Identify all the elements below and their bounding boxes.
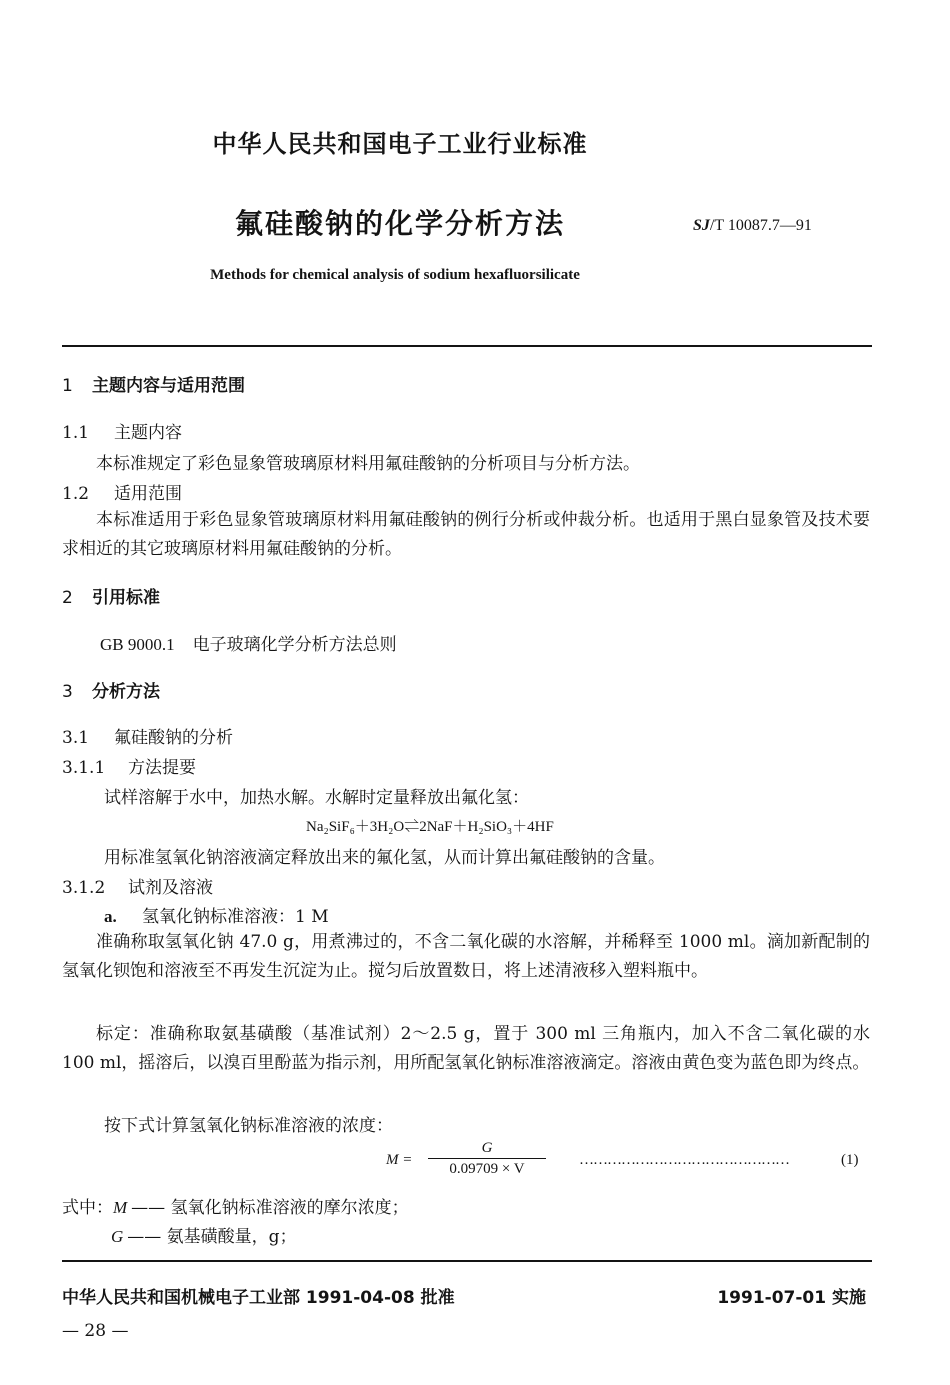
section-1-2-heading [62, 479, 182, 504]
reference-title: 电子玻璃化学分析方法总则 [192, 635, 397, 655]
section-3-heading [62, 677, 160, 702]
referenced-standard [100, 630, 397, 655]
section-1-1-text: 本标准规定了彩色显象管玻璃原材料用氟硅酸钠的分析项目与分析方法。 [96, 454, 640, 474]
hydrolysis-equation: Na₂SiF₆＋3H₂O⇌2NaF＋H₂SiO₃＋4HF [306, 819, 554, 835]
preparation-paragraph: 准确称取氢氧化钠 47.0 g，用煮沸过的，不含二氧化碳的水溶解，并稀释至 1000 ml。滴加新配制的氢氧化钡饱和溶液至不再发生沉淀为止。搅匀后放置数日，将上述清液移入塑料瓶中。 [62, 932, 870, 981]
section-number: 3.1.2 [62, 878, 106, 898]
section-number: 1.2 [62, 484, 90, 504]
section-3-1-1-heading [62, 753, 196, 778]
symbol-m: M [113, 1198, 128, 1217]
document-title: 氟硅酸钠的化学分析方法 [234, 207, 565, 240]
where-m [62, 1193, 409, 1218]
fraction-bar [428, 1158, 546, 1159]
where-prefix: 式中： [62, 1198, 113, 1218]
item-marker: a. [104, 907, 117, 926]
formula-lhs: M = [386, 1152, 413, 1168]
standard-code: /T 10087.7—91 [709, 217, 812, 234]
section-number: 3.1 [62, 728, 90, 748]
section-2-heading [62, 583, 160, 608]
footer-divider [62, 1260, 872, 1262]
section-number: 2 [62, 588, 73, 608]
item-text: 氢氧化钠标准溶液：1 M [142, 907, 329, 927]
symbol-g-desc: —— 氨基磺酸量，g； [127, 1227, 297, 1247]
reagent-item-a [104, 902, 329, 927]
formula-leader-dots: ……………………………………… [579, 1152, 789, 1168]
standardization-paragraph: 标定：准确称取氨基磺酸（基准试剂）2～2.5 g，置于 300 ml 三角瓶内，加入不含二氧化碳的水 100 ml，摇溶后，以溴百里酚蓝为指示剂，用所配氢氧化钠标准溶液滴定。溶液由黄色变为蓝色即为终点。 [62, 1024, 870, 1073]
implementation-date: 1991-07-01 实施 [717, 1288, 866, 1308]
section-title: 方法提要 [128, 758, 196, 778]
section-title: 分析方法 [92, 682, 160, 702]
section-title: 试剂及溶液 [128, 878, 213, 898]
section-title: 适用范围 [114, 484, 182, 504]
section-1-heading [62, 371, 245, 396]
issuing-authority: 中华人民共和国电子工业行业标准 [212, 130, 588, 158]
section-3-1-heading [62, 723, 233, 748]
section-number: 1.1 [62, 423, 90, 443]
standard-prefix: SJ [693, 217, 710, 234]
section-3-1-2-heading [62, 873, 213, 898]
header-divider [62, 345, 872, 347]
symbol-m-desc: —— 氢氧化钠标准溶液的摩尔浓度； [131, 1198, 409, 1218]
section-number: 1 [62, 376, 73, 396]
formula-numerator: G [481, 1140, 493, 1156]
formula-number: (1) [841, 1152, 859, 1168]
english-title: Methods for chemical analysis of sodium hexafluorsilicate [210, 267, 580, 283]
section-title: 主题内容 [114, 423, 182, 443]
titration-summary-text: 用标准氢氧化钠溶液滴定释放出来的氟化氢，从而计算出氟硅酸钠的含量。 [104, 848, 665, 868]
formula-denominator: 0.09709 × V [449, 1161, 525, 1177]
formula-fraction [428, 1139, 546, 1178]
section-1-2-text: 本标准适用于彩色显象管玻璃原材料用氟硅酸钠的例行分析或仲裁分析。也适用于黑白显象管及技术要求相近的其它玻璃原材料用氟硅酸钠的分析。 [62, 510, 870, 559]
page-number: — 28 — [62, 1321, 129, 1341]
symbol-g: G [111, 1227, 124, 1246]
method-summary-text: 试样溶解于水中，加热水解。水解时定量释放出氟化氢： [104, 788, 529, 808]
section-1-1-heading [62, 418, 182, 443]
section-number: 3 [62, 682, 73, 702]
calculation-intro: 按下式计算氢氧化钠标准溶液的浓度： [104, 1116, 393, 1136]
section-title: 氟硅酸钠的分析 [114, 728, 233, 748]
reference-code: GB 9000.1 [100, 635, 175, 654]
section-number: 3.1.1 [62, 758, 106, 778]
section-title: 引用标准 [92, 588, 160, 608]
section-title: 主题内容与适用范围 [92, 376, 245, 396]
where-g [111, 1222, 297, 1247]
standard-number [693, 217, 812, 235]
approval-note: 中华人民共和国机械电子工业部 1991-04-08 批准 [62, 1288, 455, 1308]
